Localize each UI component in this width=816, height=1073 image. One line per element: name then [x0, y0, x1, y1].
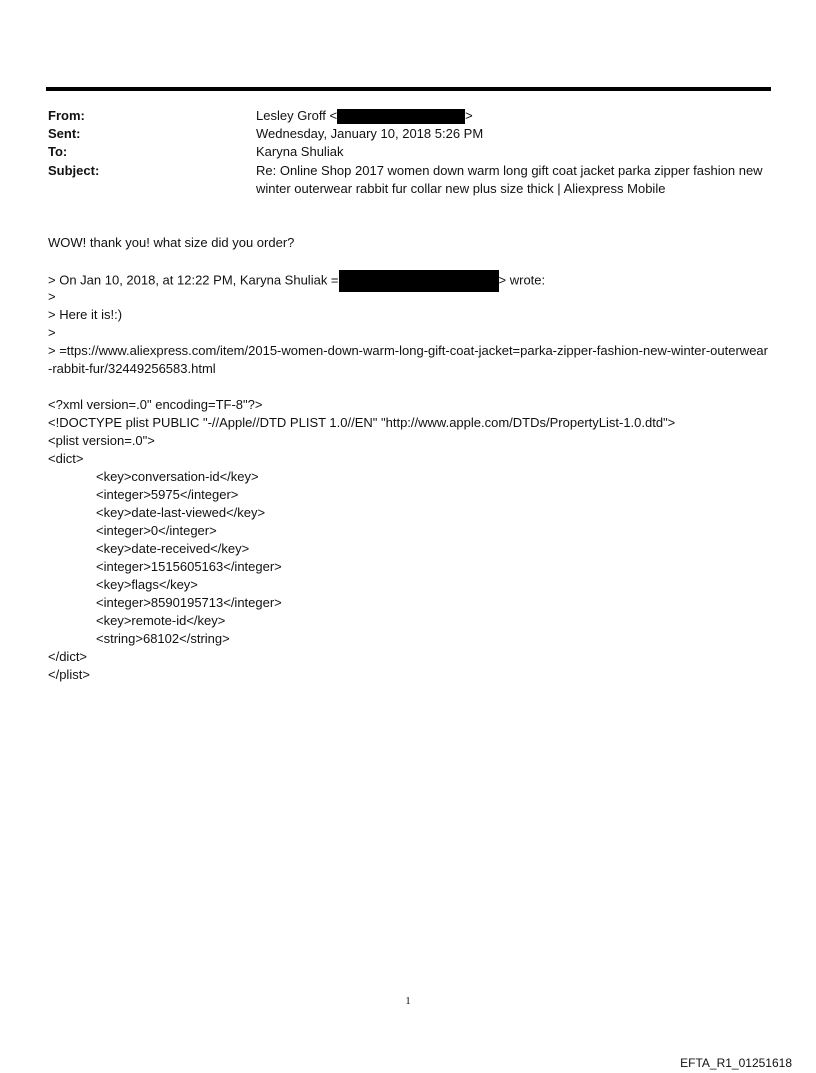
- plist-entry: <key>date-last-viewed</key>: [96, 505, 266, 520]
- plist-entry: <string>68102</string>: [96, 631, 230, 646]
- quote-line: >: [48, 289, 56, 304]
- to-value: Karyna Shuliak: [256, 144, 344, 159]
- page-number: 1: [405, 995, 411, 1007]
- plist-entry: <integer>0</integer>: [96, 523, 217, 538]
- quote-intro-post: > wrote:: [498, 272, 546, 288]
- quote-line: > Here it is!:): [48, 307, 123, 322]
- redaction-box: [337, 109, 465, 124]
- plist-entry: <integer>8590195713</integer>: [96, 595, 282, 610]
- plist-entry: <key>date-received</key>: [96, 541, 250, 556]
- plist-entry: <key>flags</key>: [96, 577, 198, 592]
- plist-entry: <key>remote-id</key>: [96, 613, 226, 628]
- plist-entry: <integer>1515605163</integer>: [96, 559, 282, 574]
- plist-open: <plist version=.0">: [48, 433, 155, 448]
- bates-number: EFTA_R1_01251618: [680, 1056, 792, 1070]
- sent-label: Sent:: [48, 126, 81, 141]
- redaction-box: [339, 270, 499, 292]
- subject-value: Re: Online Shop 2017 women down warm long gift coat jacket parka zipper fashion new winter outerwear rabbit fur collar new plus size thick | Aliexpress Mobile: [256, 163, 763, 196]
- plist-xml-decl: <?xml version=.0" encoding=TF-8"?>: [48, 397, 263, 412]
- quote-url: > =ttps://www.aliexpress.com/item/2015-women-down-warm-long-gift-coat-jacket=parka-zipper-fashion-new-winter-outerwear-rabbit-fur/32449256583.html: [48, 343, 768, 376]
- from-close: >: [465, 108, 473, 123]
- dict-close: </dict>: [48, 649, 88, 664]
- from-value: [256, 107, 766, 125]
- from-label: From:: [48, 108, 85, 123]
- reply-text: WOW! thank you! what size did you order?: [48, 235, 295, 250]
- plist-entry: <integer>5975</integer>: [96, 487, 239, 502]
- plist-close: </plist>: [48, 667, 90, 682]
- quote-intro-pre: > On Jan 10, 2018, at 12:22 PM, Karyna Shuliak =: [48, 272, 339, 288]
- sent-value: Wednesday, January 10, 2018 5:26 PM: [256, 126, 484, 141]
- from-name: Lesley Groff <: [256, 108, 338, 123]
- subject-label: Subject:: [48, 163, 100, 178]
- to-label: To:: [48, 144, 68, 159]
- plist-entry: <key>conversation-id</key>: [96, 469, 259, 484]
- header-rule: [46, 87, 771, 91]
- dict-open: <dict>: [48, 451, 84, 466]
- quote-intro: [48, 270, 545, 292]
- quote-line: >: [48, 325, 56, 340]
- plist-doctype: <!DOCTYPE plist PUBLIC "-//Apple//DTD PLIST 1.0//EN" "http://www.apple.com/DTDs/PropertyList-1.0.dtd">: [48, 415, 676, 430]
